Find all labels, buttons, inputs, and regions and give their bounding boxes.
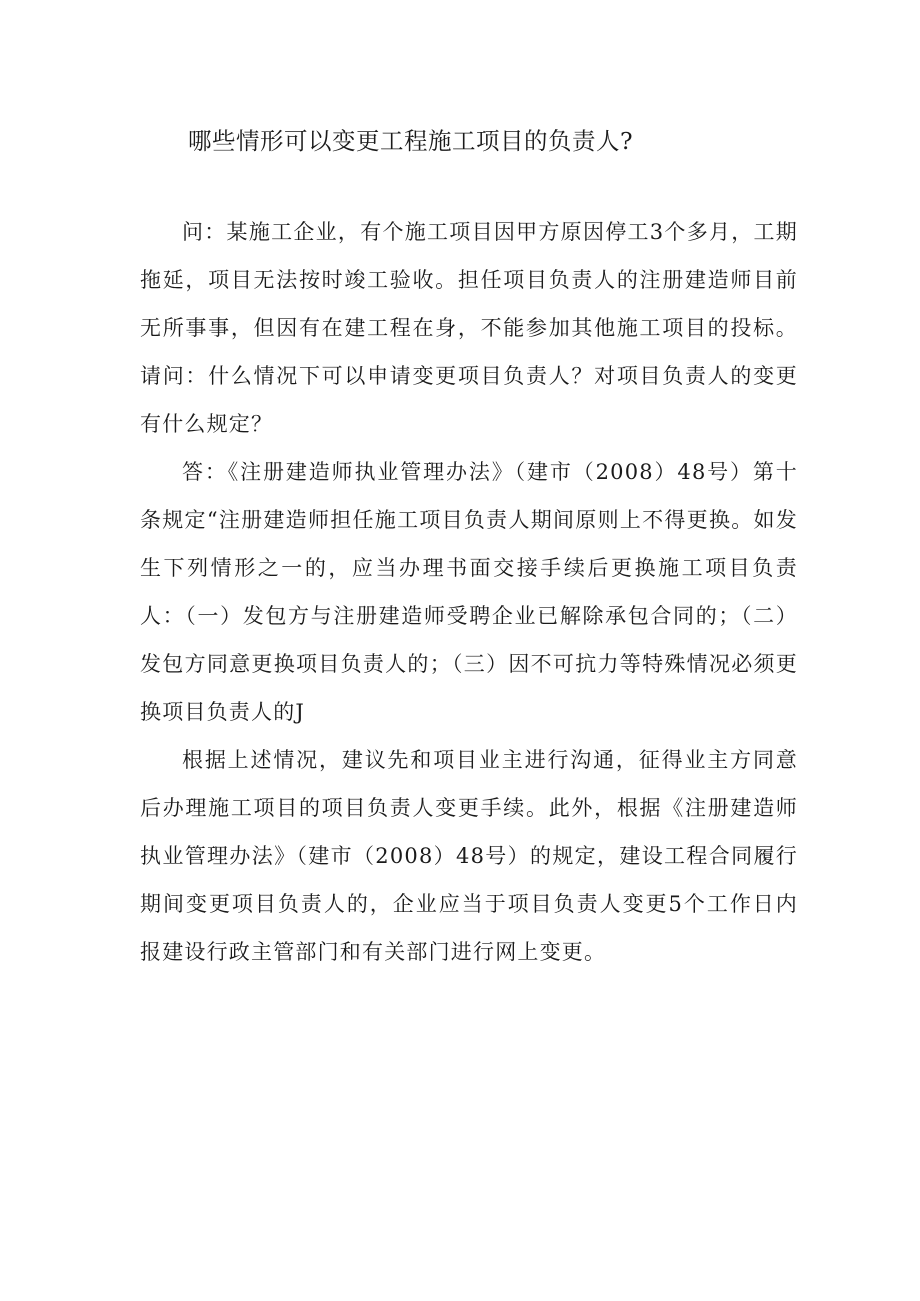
document-title: 哪些情形可以变更工程施工项目的负责人?: [188, 127, 634, 155]
question-paragraph: 问：某施工企业，有个施工项目因甲方原因停工3个多月，工期拖延，项目无法按时竣工验收。担任项目负责人的注册建造师目前无所事事，但因有在建工程在身，不能参加其他施工项目的投标。请问：什么情况下可以申请变更项目负责人？对项目负责人的变更有什么规定？: [140, 220, 798, 436]
advice-paragraph: 根据上述情况，建议先和项目业主进行沟通，征得业主方同意后办理施工项目的项目负责人变更手续。此外，根据《注册建造师执业管理办法》（建市（2008）48号）的规定，建设工程合同履行期间变更项目负责人的，企业应当于项目负责人变更5个工作日内报建设行政主管部门和有关部门进行网上变更。: [140, 748, 798, 964]
document-body: [140, 208, 798, 976]
answer-paragraph: 答：《注册建造师执业管理办法》（建市（2008）48号）第十条规定“注册建造师担任施工项目负责人期间原则上不得更换。如发生下列情形之一的，应当办理书面交接手续后更换施工项目负责人：（一）发包方与注册建造师受聘企业已解除承包合同的；（二）发包方同意更换项目负责人的；（三）因不可抗力等特殊情况必须更换项目负责人的J: [140, 460, 798, 724]
